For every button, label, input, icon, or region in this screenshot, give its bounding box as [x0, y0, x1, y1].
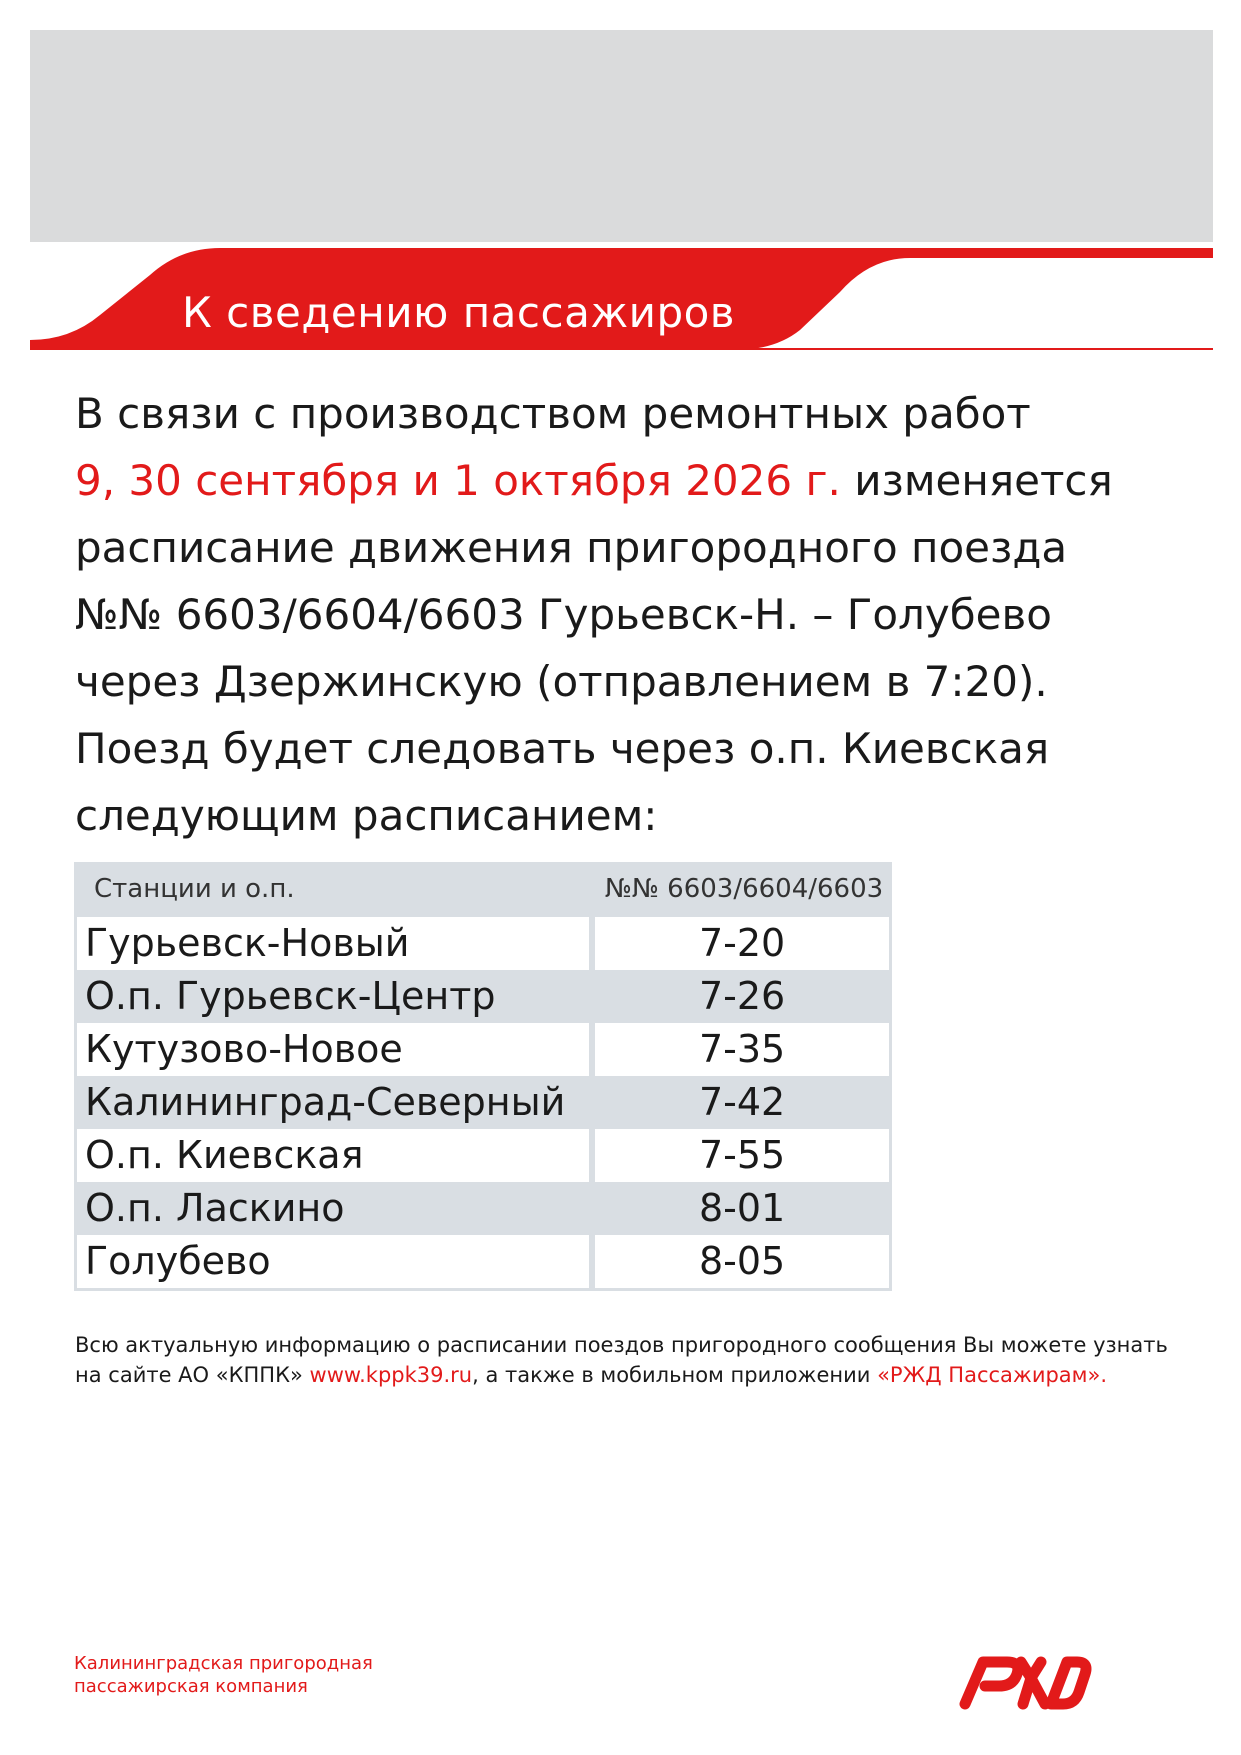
station-name: О.п. Киевская [77, 1129, 589, 1182]
arrival-time: 7-42 [595, 1076, 889, 1129]
table-row [77, 1076, 889, 1129]
table-row [77, 1235, 889, 1288]
column-header-stations: Станции и о.п. [94, 874, 295, 904]
arrival-time: 8-01 [595, 1182, 889, 1235]
table-row [77, 970, 889, 1023]
station-name: Голубево [77, 1235, 589, 1288]
notice-text [75, 380, 1195, 849]
column-header-train: №№ 6603/6604/6603 [604, 874, 884, 904]
arrival-time: 7-20 [595, 917, 889, 970]
arrival-time: 7-26 [595, 970, 889, 1023]
station-name: О.п. Гурьевск-Центр [77, 970, 589, 1023]
intro-line-5: через Дзержинскую (отправлением в 7:20). [75, 657, 1048, 706]
footnote-line-1: Всю актуальную информацию о расписании поездов пригородного сообщения Вы можете узнать [75, 1333, 1168, 1357]
header-title: К сведению пассажиров [182, 288, 736, 337]
table-row [77, 1023, 889, 1076]
table-body [74, 917, 892, 1291]
rzd-logo-icon [955, 1648, 1095, 1714]
repair-dates: 9, 30 сентября и 1 октября 2026 г. [75, 456, 841, 505]
intro-line-7: следующим расписанием: [75, 791, 658, 840]
website-link[interactable]: www.kppk39.ru [309, 1363, 473, 1387]
schedule-table [74, 862, 892, 1291]
intro-line-3: расписание движения пригородного поезда [75, 523, 1068, 572]
info-footnote [75, 1330, 1185, 1390]
intro-line-2 [75, 447, 1195, 514]
company-name-line-1: Калининградская пригородная [74, 1653, 373, 1674]
table-row [77, 1182, 889, 1235]
company-name-line-2: пассажирская компания [74, 1676, 308, 1697]
intro-line-1: В связи с производством ремонтных работ [75, 389, 1031, 438]
app-link[interactable]: «РЖД Пассажирам». [877, 1363, 1108, 1387]
station-name: О.п. Ласкино [77, 1182, 589, 1235]
arrival-time: 7-35 [595, 1023, 889, 1076]
arrival-time: 7-55 [595, 1129, 889, 1182]
table-header [74, 862, 892, 917]
station-name: Калининград-Северный [77, 1076, 589, 1129]
table-row [77, 1129, 889, 1182]
station-name: Кутузово-Новое [77, 1023, 589, 1076]
arrival-time: 8-05 [595, 1235, 889, 1288]
footnote-line-2-start: на сайте АО «КППК» [75, 1363, 310, 1387]
intro-line-4: №№ 6603/6604/6603 Гурьевск-Н. – Голубево [75, 590, 1052, 639]
footnote-line-2 [75, 1360, 1185, 1390]
company-name [74, 1652, 373, 1698]
intro-line-2-rest: изменяется [840, 456, 1113, 505]
notice-header [30, 30, 1213, 350]
station-name: Гурьевск-Новый [77, 917, 589, 970]
footnote-line-2-mid: , а также в мобильном приложении [472, 1363, 878, 1387]
intro-line-6: Поезд будет следовать через о.п. Киевская [75, 724, 1050, 773]
table-row [77, 917, 889, 970]
